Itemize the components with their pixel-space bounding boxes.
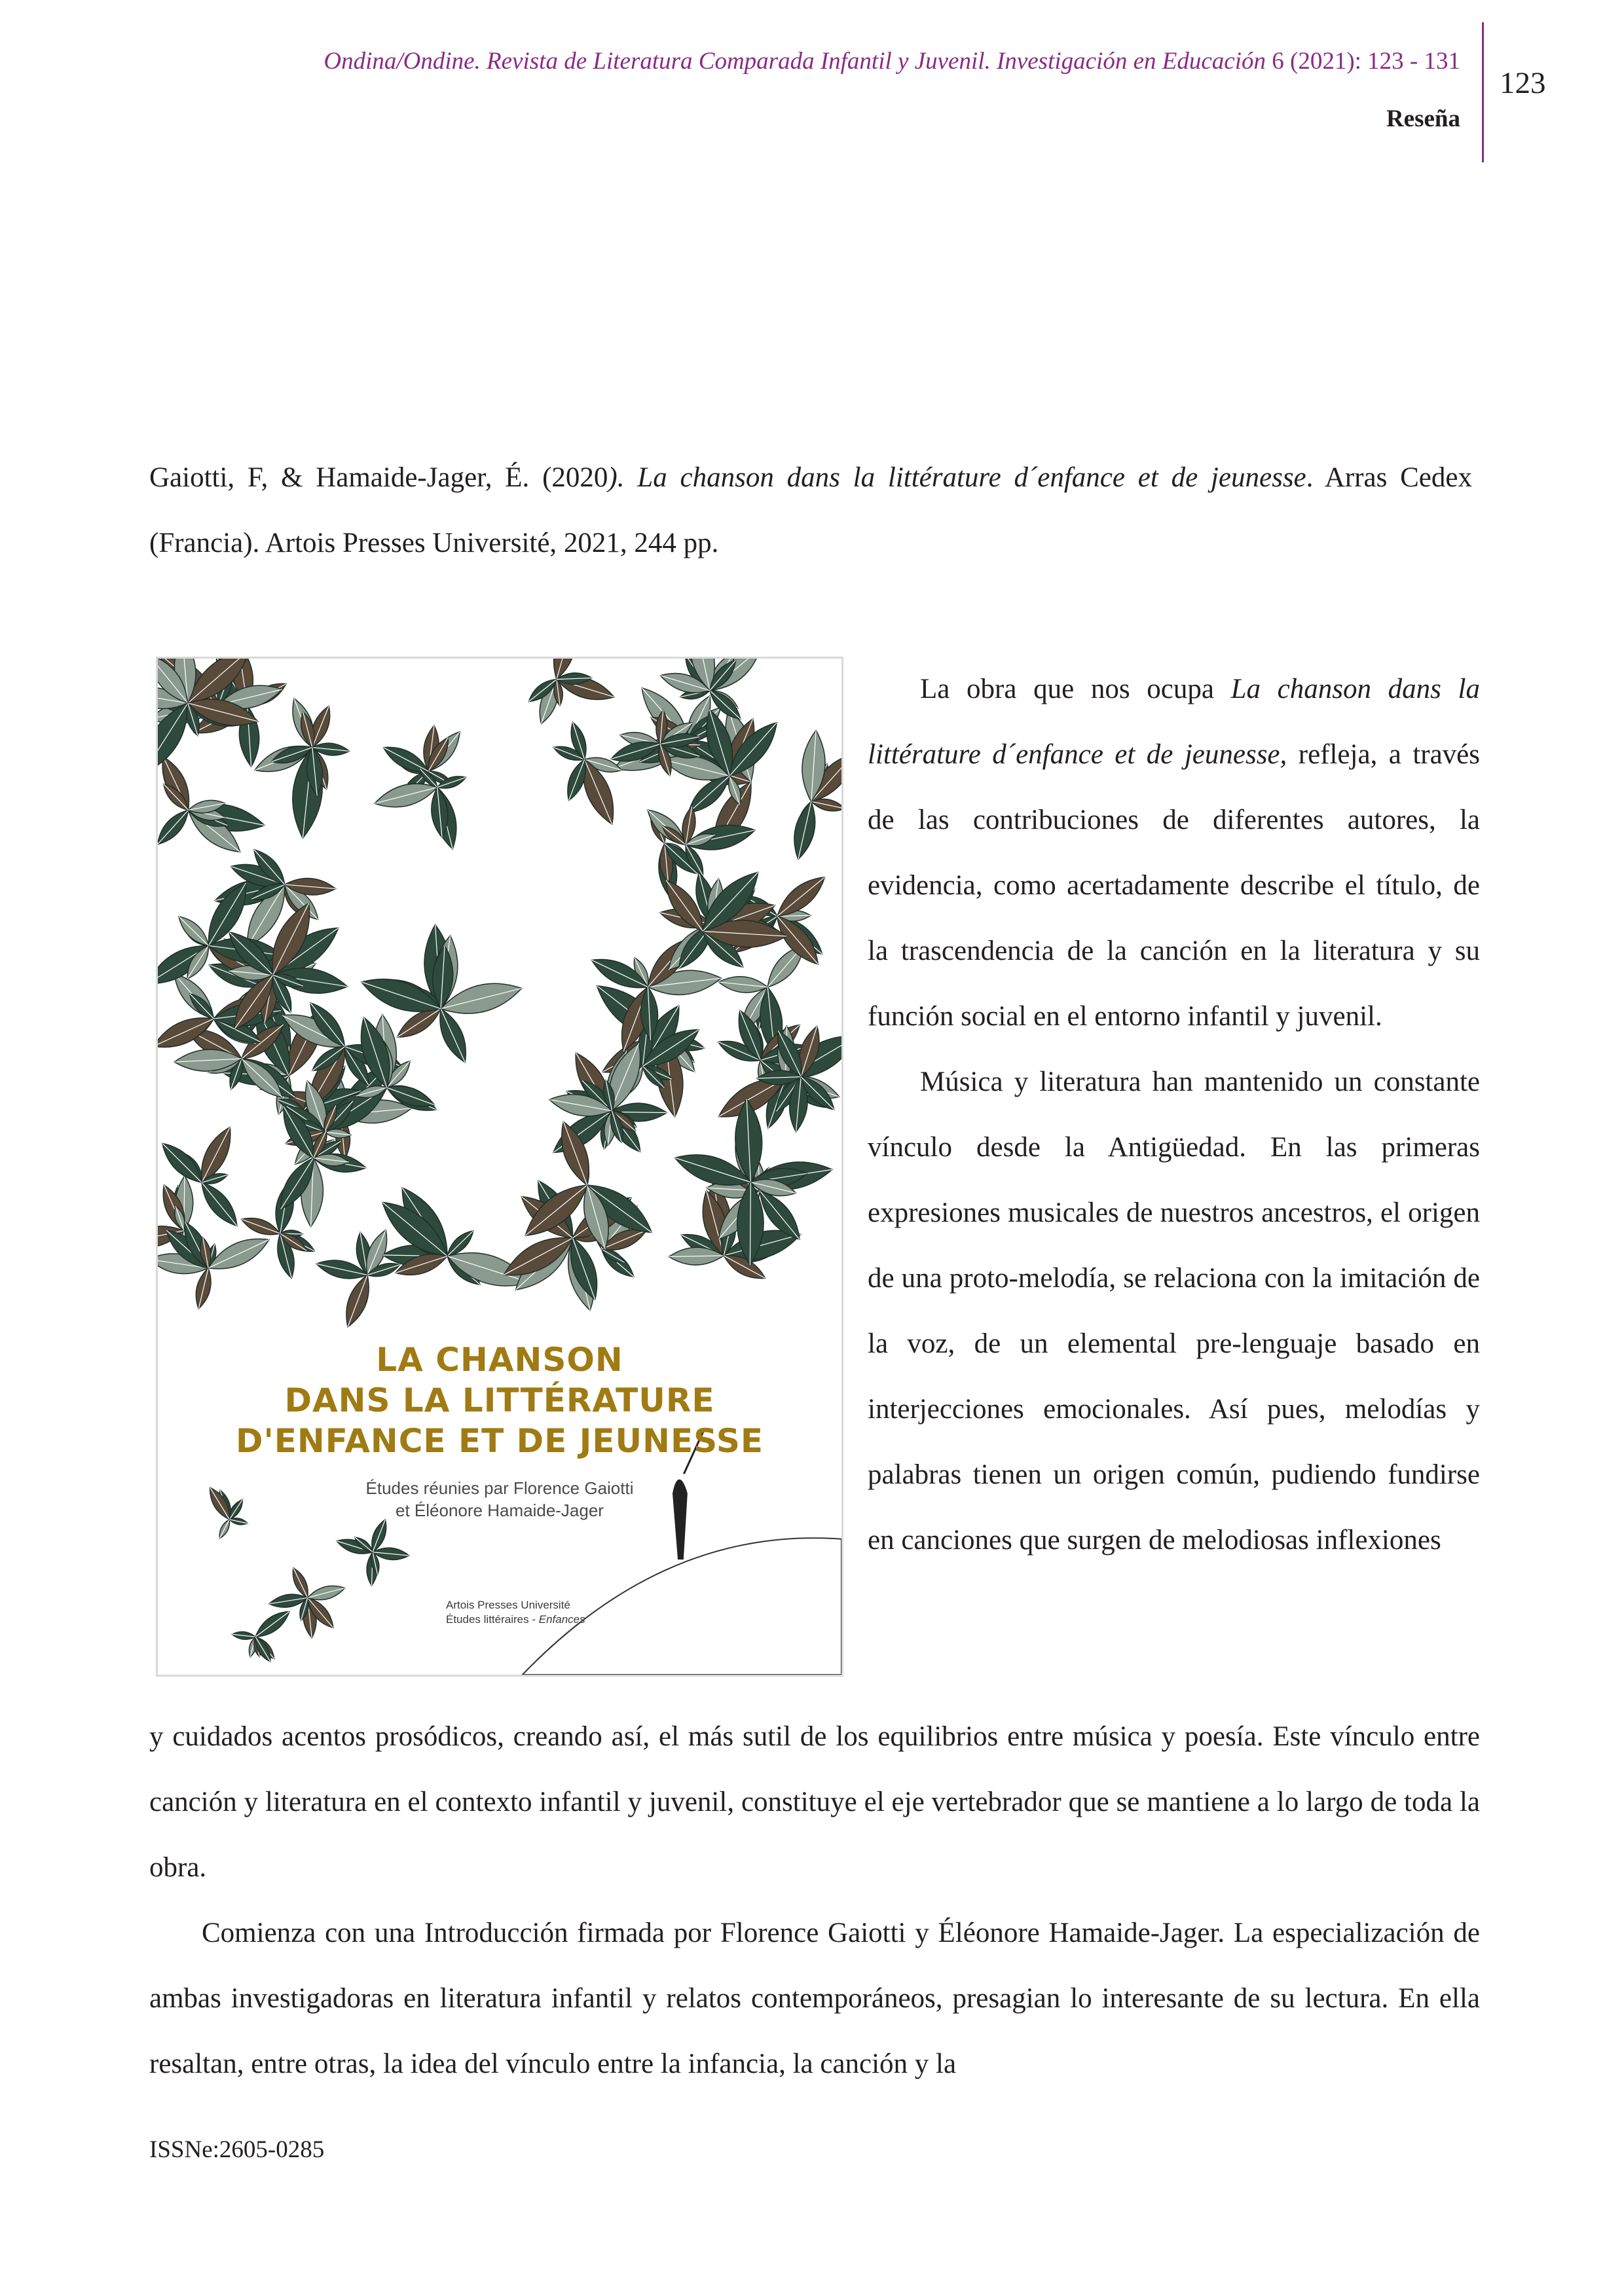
cover-publisher-name: Artois Presses Université <box>446 1599 570 1611</box>
citation-close: ). <box>608 462 625 493</box>
cover-editors-line: Études réunies par Florence Gaiotti <box>365 1478 634 1498</box>
paragraph-intro-lead: La obra que nos ocupa <box>920 674 1231 704</box>
paragraph-music-literature-start: Música y literatura han mantenido un constante vínculo desde la Antigüedad. En las primeras expresiones musicales de nuestros ancestros, el origen de una proto-melodía, se relaciona con la imitación de la voz, de un elemental pre-lenguaje basado en interjecciones emocionales. Así pues, melodías y palabras tienen un origen común, pudiendo fundirse en canciones que surgen de melodiosas inflexiones <box>868 1066 1480 1556</box>
cover-editors <box>158 1477 841 1522</box>
paragraph-intro <box>868 657 1480 1049</box>
cover-publisher <box>446 1598 585 1627</box>
bibliographic-citation <box>149 445 1472 576</box>
paragraph-music-literature-end: y cuidados acentos prosódicos, creando así, el más sutil de los equilibrios entre música y poesía. Este vínculo entre canción y literatura en el contexto infantil y juvenil, constituye el eje vertebrador que se mantiene a lo largo de toda la obra. <box>149 1721 1480 1883</box>
paragraph-introduction-summary: Comienza con una Introducción firmada por Florence Gaiotti y Éléonore Hamaide-Jager. La especialización de ambas investigadoras en literatura infantil y relatos contemporáneos, presagian lo interesante de su lectura. En ella resaltan, entre otras, la idea del vínculo entre la infancia, la canción y la <box>149 1918 1480 2079</box>
cover-title <box>158 1339 841 1461</box>
book-cover-image <box>156 657 843 1677</box>
section-label: Reseña <box>1386 105 1460 132</box>
cover-series <box>446 1613 585 1627</box>
cover-title-line: D'ENFANCE ET DE JEUNESSE <box>235 1422 764 1460</box>
journal-volume: 6 (2021): 123 - 131 <box>1272 48 1460 75</box>
issn-footer: ISSNe:2605-0285 <box>149 2136 325 2163</box>
paragraph-intro-title: La chanson dans la littérature d´enfance et de jeunesse, <box>868 674 1480 770</box>
paragraph-intro-body: refleja, a través de las contribuciones de diferentes autores, la evidencia, como acertadamente describe el título, de la trascendencia de la canción en la literatura y su función social en el entorno infantil y juvenil. <box>868 739 1481 1032</box>
wrapped-text-column <box>868 657 1480 1573</box>
cover-foliage-illustration <box>158 659 841 1675</box>
page-number: 123 <box>1500 66 1546 100</box>
header-divider <box>1482 22 1484 162</box>
cover-title-line: DANS LA LITTÉRATURE <box>284 1381 715 1419</box>
cover-editors-line: et Éléonore Hamaide-Jager <box>396 1501 604 1520</box>
citation-authors: Gaiotti, F, & Hamaide-Jager, É. (2020 <box>149 462 608 493</box>
cover-series-name: Enfances <box>538 1613 585 1626</box>
journal-header <box>151 47 1460 75</box>
cover-series-label: Études littéraires - <box>446 1613 539 1626</box>
cover-title-line: LA CHANSON <box>376 1341 623 1379</box>
citation-rest: . Arras Cedex (Francia). Artois Presses Université, 2021, 244 pp. <box>149 462 1472 558</box>
citation-title: La chanson dans la littérature d´enfance et de jeunesse <box>637 462 1306 493</box>
journal-name: Ondina/Ondine. Revista de Literatura Comparada Infantil y Juvenil. Investigación en Educación <box>323 48 1266 75</box>
full-width-text <box>149 1704 1480 2097</box>
